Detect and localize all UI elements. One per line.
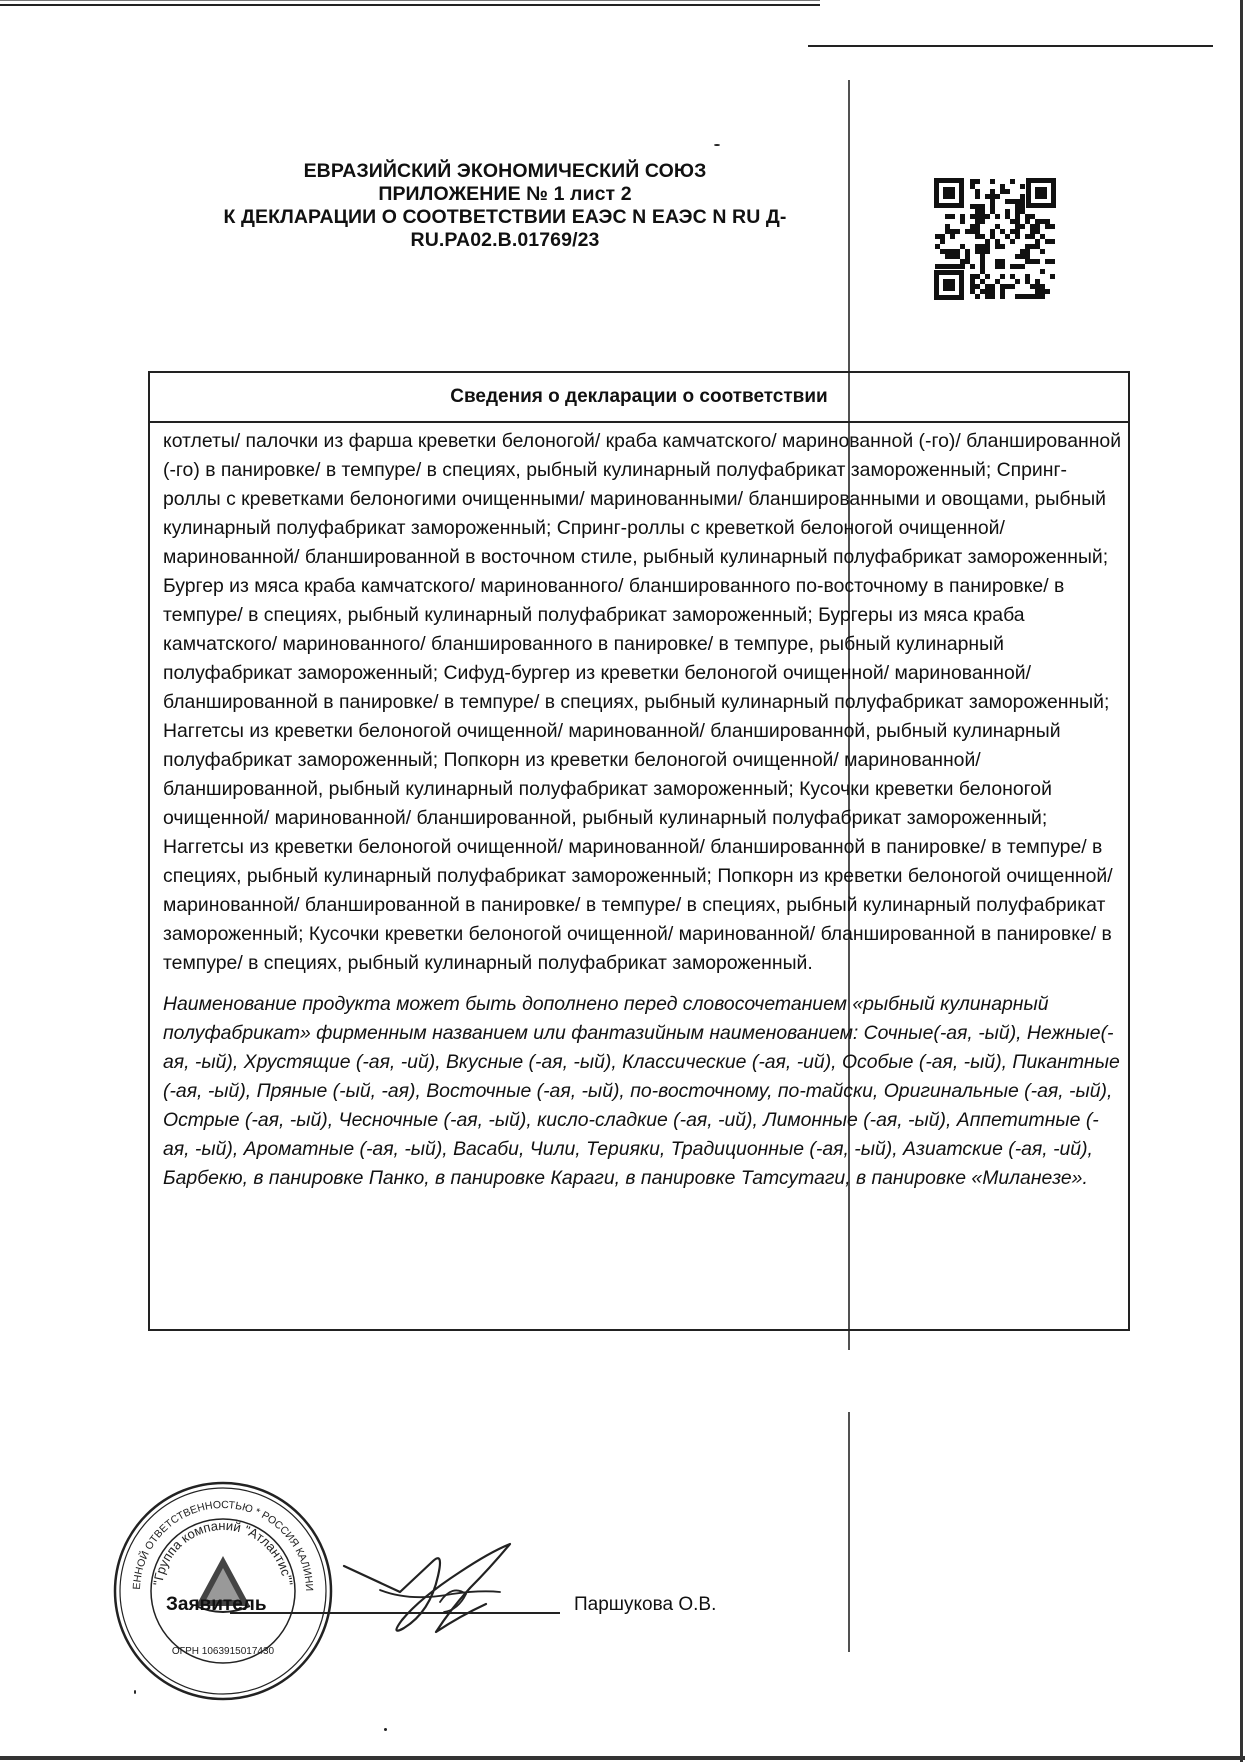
box-title: Сведения о декларации о соответствии [150, 373, 1128, 423]
qr-module [1010, 274, 1015, 279]
qr-module [1015, 209, 1020, 214]
qr-module [1025, 274, 1030, 279]
qr-module [990, 209, 995, 214]
product-list-text: котлеты/ палочки из фарша креветки белоногой/ краба камчатского/ маринованной (-го)/ бланшированной (-го) в панировке/ в темпуре/ в специях, рыбный кулинарный полуфабрикат замороженный; Спринг-роллы с креветками белоногими очищенными/ маринованными/ бланшированными и овощами, рыбный кулинарный полуфабрикат замороженный; Спринг-роллы с креветкой белоногой очищенной/ маринованной/ бланшированной в восточном стиле, рыбный кулинарный полуфабрикат замороженный; Бургер из мяса краба камчатского/ маринованного/ бланшированного по-восточному в панировке/ в темпуре/ в специях, рыбный кулинарный полуфабрикат замороженный; Бургеры из мяса краба камчатского/ маринованного/ бланшированного в панировке/ в темпуре, рыбный кулинарный полуфабрикат замороженный; Сифуд-бургер из креветки белоногой очищенной/ маринованной/ бланшированной в панировке/ в темпуре/ в специях, рыбный кулинарный полуфабрикат замороженный; Наггетсы из креветки белоногой очищенной/ маринованной/ бланшированной, рыбный кулинарный полуфабрикат замороженный; Попкорн из креветки белоногой очищенной/ маринованной/ бланшированной, рыбный кулинарный полуфабрикат замороженный; Кусочки креветки белоногой очищенной/ маринованной/ бланшированной, рыбный кулинарный полуфабрикат замороженный; Наггетсы из креветки белоногой очищенной/ маринованной/ бланшированной в панировке/ в темпуре/ в специях, рыбный кулинарный полуфабрикат замороженный; Попкорн из креветки белоногой очищенной/ маринованной/ бланшированной в панировке/ в темпуре/ в специях, рыбный кулинарный полуфабрикат замороженный; Кусочки креветки белоногой очищенной/ маринованной/ бланшированной в панировке/ в темпуре/ в специях, рыбный кулинарный полуфабрикат замороженный. [163, 430, 1122, 974]
qr-module [975, 294, 980, 299]
qr-module [970, 214, 975, 219]
qr-module [1030, 259, 1035, 264]
qr-module [985, 244, 990, 249]
qr-module [1010, 229, 1015, 234]
qr-module [1035, 289, 1040, 294]
qr-module [1020, 209, 1025, 214]
qr-module [990, 204, 995, 209]
qr-module [1040, 289, 1045, 294]
qr-module [990, 284, 995, 289]
qr-module [950, 264, 955, 269]
qr-module [970, 184, 975, 189]
qr-module [1025, 214, 1030, 219]
qr-module [1025, 294, 1030, 299]
qr-module [1050, 239, 1055, 244]
qr-module [1015, 219, 1020, 224]
header-declaration-line: К ДЕКЛАРАЦИИ О СООТВЕТСТВИИ ЕАЭС N ЕАЭС N RU Д- [223, 206, 787, 228]
qr-module [955, 254, 960, 259]
qr-module [1015, 204, 1020, 209]
qr-module [1045, 224, 1050, 229]
scan-edge-line [0, 0, 820, 1]
qr-module [995, 279, 1000, 284]
qr-module [1005, 284, 1010, 289]
qr-module [1010, 219, 1015, 224]
qr-module [1035, 259, 1040, 264]
qr-module [965, 254, 970, 259]
qr-module [1045, 239, 1050, 244]
qr-module [985, 274, 990, 279]
qr-module [1030, 244, 1035, 249]
qr-module [1000, 244, 1005, 249]
qr-module [1035, 239, 1040, 244]
qr-module [960, 244, 965, 249]
qr-module [975, 194, 980, 199]
qr-module [1000, 229, 1005, 234]
qr-module [1030, 294, 1035, 299]
qr-module [1020, 249, 1025, 254]
scan-bottom-edge [0, 1756, 1245, 1760]
qr-module [950, 234, 955, 239]
stamp-outer-text: ЕННОЙ ОТВЕТСТВЕННОСТЬЮ * РОССИЯ КАЛИНИ [130, 1498, 316, 1592]
top-rule [808, 45, 1213, 47]
qr-module [975, 284, 980, 289]
qr-module [1025, 244, 1030, 249]
qr-module [990, 194, 995, 199]
header-appendix-title: ПРИЛОЖЕНИЕ № 1 лист 2 [378, 183, 632, 205]
qr-module [1050, 274, 1055, 279]
qr-module [965, 229, 970, 234]
qr-module [975, 229, 980, 234]
qr-module [995, 194, 1000, 199]
qr-module [1050, 259, 1055, 264]
qr-module [1025, 259, 1030, 264]
qr-module [970, 264, 975, 269]
qr-module [1045, 259, 1050, 264]
qr-module [1020, 224, 1025, 229]
qr-module [980, 269, 985, 274]
qr-module [1020, 184, 1025, 189]
qr-module [975, 204, 980, 209]
qr-module [950, 249, 955, 254]
applicant-label: Заявитель [166, 1594, 267, 1615]
qr-module [975, 274, 980, 279]
qr-module [995, 214, 1000, 219]
qr-module [1015, 294, 1020, 299]
qr-module [1000, 259, 1005, 264]
qr-module [1000, 189, 1005, 194]
qr-module [1045, 219, 1050, 224]
qr-module [970, 279, 975, 284]
stamp-ogrn: ОГРН 1063915017430 [171, 1646, 275, 1657]
qr-module [985, 284, 990, 289]
qr-module [1030, 224, 1035, 229]
qr-module [950, 254, 955, 259]
stamp-inner-text: "Группа компаний "Атлантис"" [150, 1517, 296, 1587]
qr-module [1040, 294, 1045, 299]
qr-module [960, 219, 965, 224]
qr-module [945, 264, 950, 269]
qr-module [970, 204, 975, 209]
qr-module [1010, 284, 1015, 289]
qr-module [970, 274, 975, 279]
qr-module [995, 239, 1000, 244]
qr-module [985, 249, 990, 254]
declaration-info-box [148, 371, 1130, 1331]
qr-module [1030, 234, 1035, 239]
qr-module [1035, 244, 1040, 249]
qr-module [975, 189, 980, 194]
qr-module [1010, 239, 1015, 244]
qr-module [980, 259, 985, 264]
qr-module [980, 234, 985, 239]
qr-module [980, 264, 985, 269]
qr-module [970, 289, 975, 294]
qr-module [975, 224, 980, 229]
qr-module [990, 229, 995, 234]
qr-module [1035, 279, 1040, 284]
qr-module [1030, 284, 1035, 289]
scan-speck [384, 1728, 387, 1731]
qr-module [990, 179, 995, 184]
qr-module [1035, 219, 1040, 224]
qr-module [1015, 279, 1020, 284]
qr-module [970, 284, 975, 289]
qr-module [955, 249, 960, 254]
qr-module [1020, 294, 1025, 299]
signer-name: Паршукова О.В. [574, 1594, 717, 1615]
qr-module [1040, 284, 1045, 289]
scan-right-edge [1240, 0, 1243, 1762]
qr-module [1040, 219, 1045, 224]
qr-module [1010, 264, 1015, 269]
qr-module [1050, 224, 1055, 229]
qr-module [990, 234, 995, 239]
qr-module [1005, 199, 1010, 204]
qr-module [990, 289, 995, 294]
qr-module [960, 264, 965, 269]
qr-module [995, 224, 1000, 229]
qr-module [1010, 179, 1015, 184]
qr-module [1015, 234, 1020, 239]
qr-module [975, 244, 980, 249]
box-body [163, 427, 1123, 1193]
qr-module [1015, 229, 1020, 234]
qr-module [1030, 229, 1035, 234]
qr-module [985, 194, 990, 199]
qr-module [1035, 294, 1040, 299]
qr-module [1025, 234, 1030, 239]
qr-module [940, 264, 945, 269]
qr-module [980, 254, 985, 259]
qr-module [965, 259, 970, 264]
qr-module [960, 214, 965, 219]
qr-module [1005, 234, 1010, 239]
qr-module [1035, 224, 1040, 229]
qr-module [950, 229, 955, 234]
qr-module [955, 264, 960, 269]
qr-module [1035, 229, 1040, 234]
qr-module [980, 289, 985, 294]
qr-module [990, 199, 995, 204]
document-header [180, 160, 830, 252]
qr-module [1015, 199, 1020, 204]
qr-module [1020, 264, 1025, 269]
qr-module [1005, 209, 1010, 214]
qr-module [1020, 204, 1025, 209]
qr-code-icon [932, 176, 1058, 302]
qr-module [1015, 264, 1020, 269]
qr-module [990, 294, 995, 299]
qr-module [945, 254, 950, 259]
header-union-title: ЕВРАЗИЙСКИЙ ЭКОНОМИЧЕСКИЙ СОЮЗ [303, 160, 707, 182]
qr-module [945, 249, 950, 254]
qr-module [975, 209, 980, 214]
qr-module [1000, 274, 1005, 279]
qr-module [980, 209, 985, 214]
qr-module [940, 239, 945, 244]
qr-module [945, 224, 950, 229]
qr-module [1015, 224, 1020, 229]
qr-module [1015, 254, 1020, 259]
qr-module [995, 244, 1000, 249]
scan-edge-line [0, 4, 820, 6]
qr-module [1025, 254, 1030, 259]
qr-module [1010, 199, 1015, 204]
qr-module [940, 234, 945, 239]
qr-module [980, 214, 985, 219]
qr-module [980, 249, 985, 254]
qr-module [950, 214, 955, 219]
qr-module [960, 259, 965, 264]
qr-module [945, 214, 950, 219]
qr-module [990, 189, 995, 194]
qr-module [995, 259, 1000, 264]
qr-module [935, 264, 940, 269]
qr-module [985, 239, 990, 244]
qr-module [975, 249, 980, 254]
qr-module [985, 294, 990, 299]
qr-module [1025, 249, 1030, 254]
handwritten-signature [340, 1532, 550, 1652]
qr-module [1000, 284, 1005, 289]
qr-module [975, 234, 980, 239]
qr-module [1000, 294, 1005, 299]
qr-module [1020, 254, 1025, 259]
fold-line [848, 1412, 850, 1652]
qr-module [975, 219, 980, 224]
naming-note-text: Наименование продукта может быть дополнено перед словосочетанием «рыбный кулинарный полуфабрикат» фирменным названием или фантазийным наименованием: Сочные(-ая, -ый), Нежные(-ая, -ый), Хрустящие (-ая, -ий), Вкусные (-ая, -ый), Классические (-ая, -ий), Особые (-ая, -ый), Пикантные (-ая, -ый), Пряные (-ый, -ая), Восточные (-ая, -ый), по-восточному, по-тайски, Оригинальные (-ая, -ый), Острые (-ая, -ый), Чесночные (-ая, -ый), кисло-сладкие (-ая, -ий), Лимонные (-ая, -ый), Аппетитные (-ая, -ый), Ароматные (-ая, -ый), Васаби, Чили, Терияки, Традиционные (-ая, -ый), Азиатские (-ая, -ий), Барбекю, в панировке Панко, в панировке Караги, в панировке Татсутаги, в панировке «Миланезе». [163, 993, 1120, 1189]
qr-module [1035, 284, 1040, 289]
qr-module [995, 264, 1000, 269]
qr-code-graphic [932, 176, 1058, 302]
qr-module [1020, 199, 1025, 204]
qr-module [1005, 189, 1010, 194]
qr-module [940, 249, 945, 254]
company-stamp [110, 1478, 336, 1704]
qr-module [970, 179, 975, 184]
qr-module [935, 234, 940, 239]
qr-module [970, 224, 975, 229]
qr-module [975, 214, 980, 219]
qr-module [1005, 214, 1010, 219]
qr-module [965, 249, 970, 254]
qr-module [1000, 264, 1005, 269]
qr-module [1040, 234, 1045, 239]
qr-module [980, 204, 985, 209]
qr-module [955, 229, 960, 234]
qr-module [985, 214, 990, 219]
qr-module [945, 229, 950, 234]
qr-module [1040, 269, 1045, 274]
qr-module [980, 279, 985, 284]
qr-module [935, 244, 940, 249]
qr-module [1015, 214, 1020, 219]
qr-module [1020, 194, 1025, 199]
qr-module [1000, 289, 1005, 294]
qr-module [985, 289, 990, 294]
qr-module [1045, 289, 1050, 294]
qr-module [975, 179, 980, 184]
qr-module [1025, 279, 1030, 284]
qr-module [1030, 214, 1035, 219]
qr-module [980, 244, 985, 249]
qr-module [980, 219, 985, 224]
scan-speck [714, 144, 720, 146]
qr-module [970, 229, 975, 234]
qr-module [1040, 249, 1045, 254]
qr-module [1025, 219, 1030, 224]
qr-module [1000, 184, 1005, 189]
header-declaration-number: RU.PA02.B.01769/23 [410, 229, 600, 251]
